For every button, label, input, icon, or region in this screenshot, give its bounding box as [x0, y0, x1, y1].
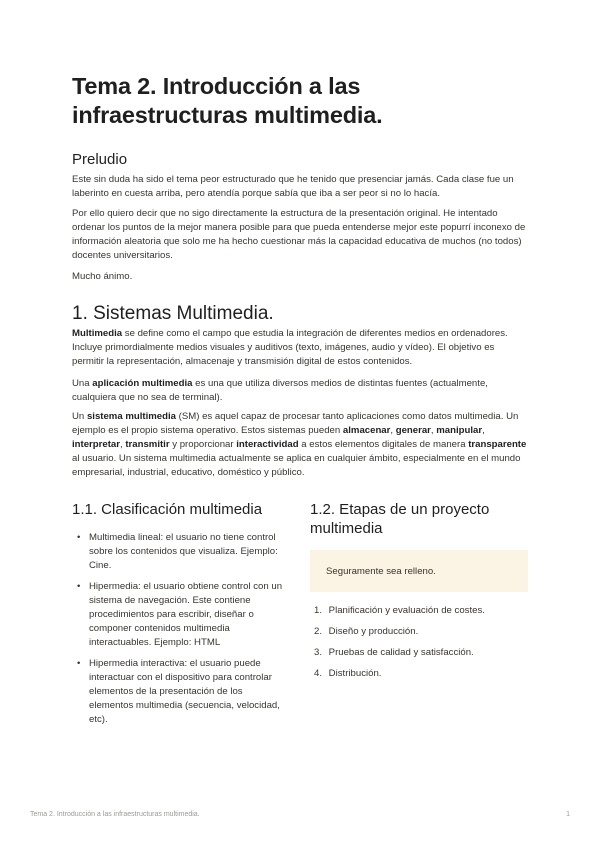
list-item	[310, 625, 528, 639]
page-footer	[30, 811, 570, 818]
preludio-paragraph-2: Por ello quiero decir que no sigo directamente la estructura de la presentación original. He intentado ordenar los puntos de la mejor manera posible para que pueda entenderse mejor este popurrí inconexo de información aleatoria que solo me ha hecho cuestionar más la capacidad educativa de muchos (no todos) docentes universitarios.	[72, 208, 526, 261]
term-aplicacion-multimedia: aplicación multimedia	[92, 378, 193, 389]
term-transparente: transparente	[468, 439, 527, 450]
text-run: ,	[430, 425, 437, 436]
list-item	[310, 604, 528, 618]
preludio-paragraph-1: Este sin duda ha sido el tema peor estructurado que he tenido que presenciar jamás. Cada clase fue un laberinto en cuesta arriba, pero atendía porque sabía que iba a ser peor si no lo hacía.	[72, 174, 514, 199]
page-title	[72, 72, 528, 130]
list-item: • Hipermedia: el usuario obtiene control con un sistema de navegación. Este contiene procedimientos para escribir, diseñar o componer contenidos multimedia interactuables. Ejemplo: HTML	[72, 580, 288, 650]
text-run: ,	[482, 425, 485, 436]
title-line-2: infraestructuras multimedia.	[72, 102, 383, 128]
list-text: Distribución.	[328, 668, 382, 679]
term-generar: generar	[395, 425, 431, 436]
callout-box	[310, 550, 528, 592]
list-item	[310, 667, 528, 681]
etapas-column	[310, 500, 528, 688]
list-item: • Hipermedia interactiva: el usuario puede interactuar con el dispositivo para controlar elementos de la presentación de los elementos multimedia (secuencia, velocidad, etc).	[72, 657, 288, 727]
preludio-heading: Preludio	[72, 151, 128, 168]
sistemas-paragraph-2	[72, 377, 528, 405]
list-text: Diseño y producción.	[328, 626, 419, 637]
preludio-paragraph-3: Mucho ánimo.	[72, 271, 133, 282]
term-sistema-multimedia: sistema multimedia	[86, 411, 176, 422]
term-transmitir: transmitir	[125, 439, 170, 450]
term-interpretar: interpretar	[72, 439, 120, 450]
text-run: a estos elementos digitales de manera	[298, 439, 469, 450]
text-run: ,	[390, 425, 396, 436]
sistemas-paragraph-3	[72, 410, 528, 480]
callout-text: Seguramente sea relleno.	[326, 565, 436, 577]
list-number: 3.	[314, 647, 323, 658]
title-line-1: Tema 2. Introducción a las	[72, 73, 361, 99]
term-multimedia: Multimedia	[72, 328, 123, 339]
text-run: al usuario. Un sistema multimedia actualmente se aplica en cualquier ámbito, especialmente en el mundo empresarial, industrial, educativo, doméstico y público.	[72, 453, 521, 478]
text-run: Un	[72, 411, 87, 422]
clasificacion-column	[72, 500, 288, 734]
list-item	[310, 646, 528, 660]
page-number: 1	[566, 811, 570, 818]
text-run: y proporcionar	[169, 439, 237, 450]
list-item: • Multimedia lineal: el usuario no tiene control sobre los contenidos que visualiza. Ejemplo: Cine.	[72, 531, 288, 573]
document-page	[72, 72, 528, 725]
list-number: 4.	[314, 668, 323, 679]
text-run: Una	[72, 378, 93, 389]
text-run: ,	[119, 439, 126, 450]
text-run: (SM) es aquel capaz de procesar tanto aplicaciones como datos multimedia. Un ejemplo es el propio sistema operativo. Estos sistemas pueden	[72, 411, 519, 436]
list-number: 1.	[314, 605, 323, 616]
sistemas-paragraph-1	[72, 327, 528, 369]
term-almacenar: almacenar	[342, 425, 391, 436]
sistemas-heading: 1. Sistemas Multimedia.	[72, 303, 274, 324]
term-interactividad: interactividad	[236, 439, 299, 450]
list-number: 2.	[314, 626, 323, 637]
list-text: Planificación y evaluación de costes.	[328, 605, 485, 616]
text-run: se define como el campo que estudia la integración de diferentes medios en ordenadores. Incluye primordialmente medios visuales y auditivos (texto, imágenes, audio y vídeo). El objetivo es permitir la representación, almacenaje y transmisión digital de estos contenidos.	[72, 328, 508, 367]
list-text: Pruebas de calidad y satisfacción.	[328, 647, 474, 658]
term-manipular: manipular	[436, 425, 483, 436]
etapas-list	[310, 604, 528, 681]
clasificacion-list	[72, 531, 288, 727]
text-run: es una que utiliza diversos medios de distintas fuentes (actualmente, cualquiera que no sea de terminal).	[72, 378, 488, 403]
footer-title: Tema 2. Introducción a las infraestructuras multimedia.	[30, 811, 200, 818]
etapas-heading: 1.2. Etapas de un proyecto multimedia	[310, 501, 490, 537]
clasificacion-heading: 1.1. Clasificación multimedia	[72, 501, 263, 518]
